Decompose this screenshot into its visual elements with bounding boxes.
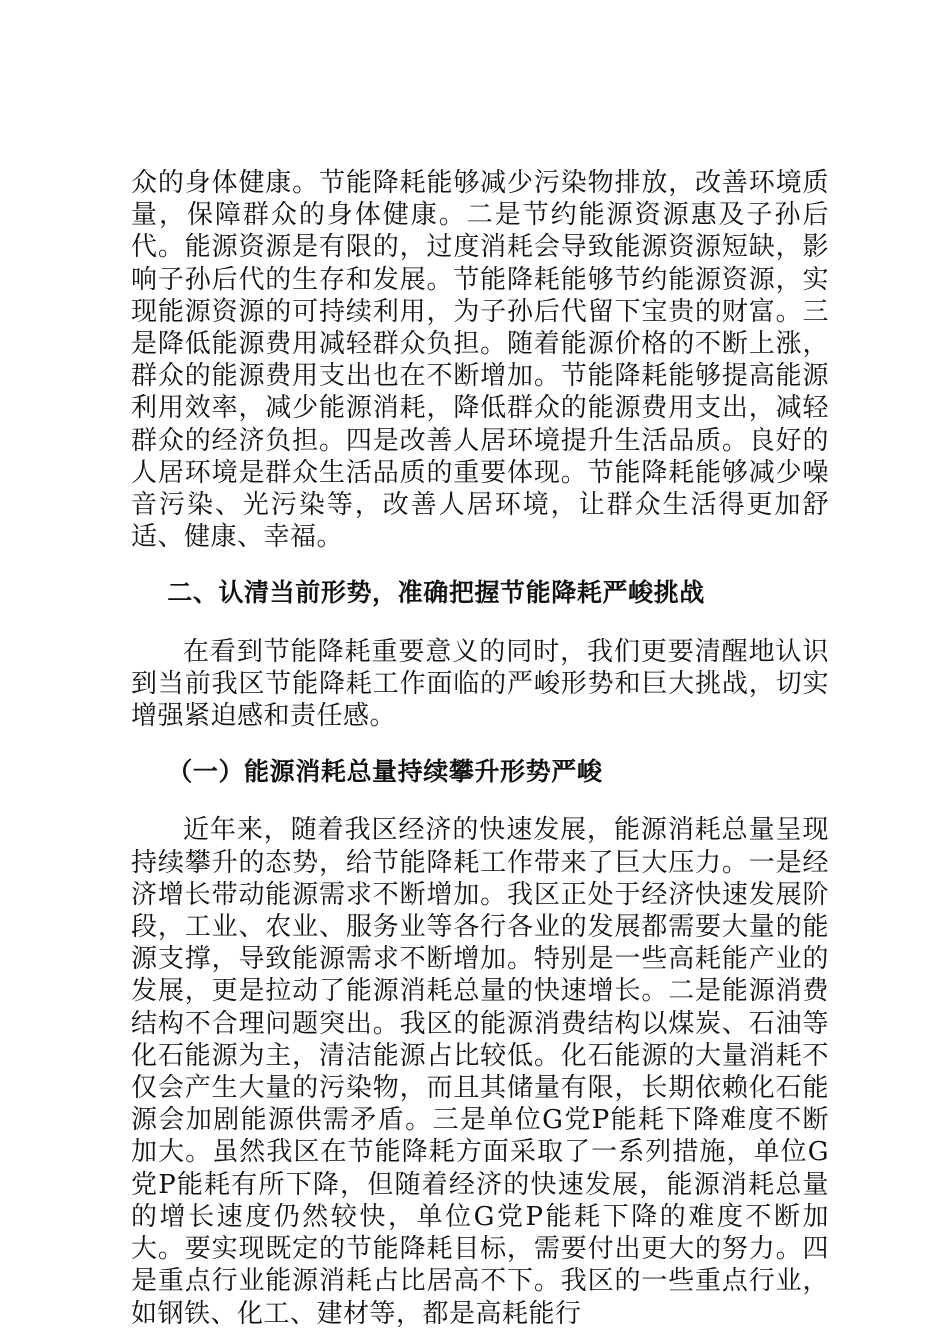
subsection-body-paragraph: 近年来，随着我区经济的快速发展，能源消耗总量呈现持续攀升的态势，给节能降耗工作带来了巨大压力。一是经济增长带动能源需求不断增加。我区正处于经济快速发展阶段，工业、农业、服务业等各行各业的发展都需要大量的能源支撑，导致能源需求不断增加。特别是一些高耗能产业的发展，更是拉动了能源消耗总量的快速增长。二是能源消费结构不合理问题突出。我区的能源消费结构以煤炭、石油等化石能源为主，清洁能源占比较低。化石能源的大量消耗不仅会产生大量的污染物，而且其储量有限，长期依赖化石能源会加剧能源供需矛盾。三是单位G党P能耗下降难度不断加大。虽然我区在节能降耗方面采取了一系列措施，单位G党P能耗有所下降，但随着经济的快速发展，能源消耗总量的增长速度仍然较快，单位G党P能耗下降的难度不断加大。要实现既定的节能降耗目标，需要付出更大的努力。四是重点行业能源消耗占比居高不下。我区的一些重点行业，如钢铁、化工、建材等，都是高耗能行 (131, 815, 829, 1329)
section-intro-paragraph: 在看到节能降耗重要意义的同时，我们更要清醒地认识到当前我区节能降耗工作面临的严峻形势和巨大挑战，切实增强紧迫感和责任感。 (131, 636, 829, 732)
paragraph-continued: 众的身体健康。节能降耗能够减少污染物排放，改善环境质量，保障群众的身体健康。二是节约能源资源惠及子孙后代。能源资源是有限的，过度消耗会导致能源资源短缺，影响子孙后代的生存和发展。节能降耗能够节约能源资源，实现能源资源的可持续利用，为子孙后代留下宝贵的财富。三是降低能源费用减轻群众负担。随着能源价格的不断上涨，群众的能源费用支出也在不断增加。节能降耗能够提高能源利用效率，减少能源消耗，降低群众的能源费用支出，减轻群众的经济负担。四是改善人居环境提升生活品质。良好的人居环境是群众生活品质的重要体现。节能降耗能够减少噪音污染、光污染等，改善人居环境，让群众生活得更加舒适、健康、幸福。 (131, 168, 829, 553)
document-body (131, 167, 829, 1330)
subsection-heading: （一）能源消耗总量持续攀升形势严峻 (167, 757, 603, 787)
section-heading: 二、认清当前形势，准确把握节能降耗严峻挑战 (167, 578, 705, 608)
